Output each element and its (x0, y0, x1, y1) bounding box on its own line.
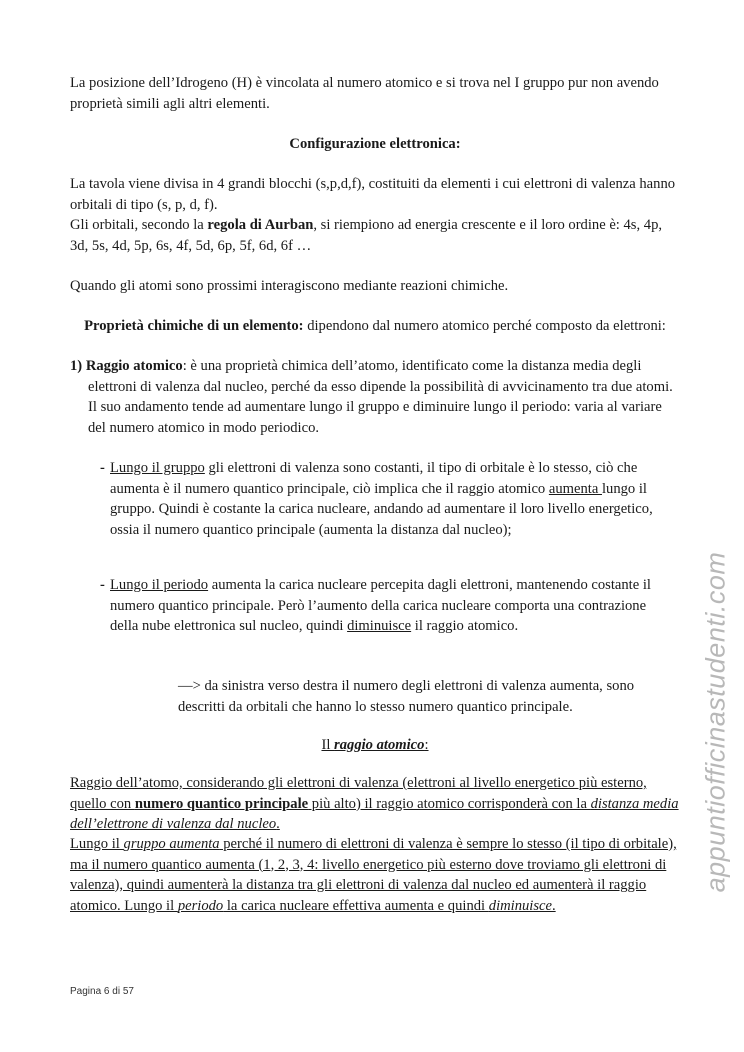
document-page: La posizione dell’Idrogeno (H) è vincolata al numero atomico e si trova nel I gruppo pur non avendo proprietà simili agli altri elementi. Configurazione elettronica: La tavola viene divisa in 4 grandi blocchi (s,p,d,f), costituiti da elementi i cui elettroni di valenza hanno orbitali di tipo (s, p, d, f). Gli orbitali, secondo la regola di Aurban, si riempiono ad energia crescente e il loro ordine è: 4s, 4p, 3d, 5s, 4d, 5p, 6s, 4f, 5d, 6p, 5f, 6d, 6f … Quando gli atomi sono prossimi interagiscono mediante reazioni chimiche. Proprietà chimiche di un elemento: dipendono dal numero atomico perché composto da elettroni: 1) Raggio atomico: è una proprietà chimica dell’atomo, identificato come la distanza media degli elettroni di valenza dal nucleo, perché da esso dipende la possibilità di avvicinamento tra due atomi. Il suo andamento tende ad aumentare lungo il gruppo e diminuire lungo il periodo: varia al variare del numero atomico in modo periodico. - Lungo il gruppo gli elettroni di valenza sono costanti, il tipo di orbitale è lo stesso, ciò che aumenta è il numero quantico principale, ciò implica che il raggio atomico aumenta lungo il gruppo. Quindi è costante la carica nucleare, andando ad aumentare il loro livello energetico, ossia il numero quantico principale (aumenta la distanza dal nucleo); - Lungo il periodo aumenta la carica nucleare percepita dagli elettroni, mantenendo costante il numero quantico principale. Però l’aumento della carica nucleare comporta una contrazione della nube elettronica sul nucleo, quindi diminuisce il raggio atomico. —> da sinistra verso destra il numero degli elettroni di valenza aumenta, sono descritti da orbitali che hanno lo stesso numero quantico principale. Il raggio atomico: Raggio dell’atomo, considerando gli elettroni di valenza (elettroni al livello energetico più esterno, quello con numero quantico principale più alto) il raggio atomico corrisponderà con la distanza media dell’elettrone di valenza dal nucleo. Lungo il gruppo aumenta perché il numero di elettroni di valenza è sempre lo stesso (il tipo di orbitale), ma il numero quantico aumenta (1, 2, 3, 4: livello energetico più esterno dove troviamo gli elettroni di valenza), quindi aumenterà la distanza tra gli elettroni di valenza dal nucleo ed aumenterà il raggio atomico. Lungo il periodo la carica nucleare effettiva aumenta e quindi diminuisce. Pagina 6 di 57 appuntiofficinastudenti.com (70, 75, 731, 997)
bullet-dash: - (100, 577, 105, 593)
paragraph-orbitals: Gli orbitali, secondo la regola di Aurban, si riempiono ad energia crescente e il loro ordine è: 4s, 4p, 3d, 5s, 4d, 5p, 6s, 4f, 5d, 6p, 5f, 6d, 6f … (70, 217, 663, 254)
bullet-along-period: - Lungo il periodo aumenta la carica nucleare percepita dagli elettroni, mantenendo costante il numero quantico principale. Però l’aumento della carica nucleare comporta una contrazione della nube elettronica sul nucleo, quindi diminuisce il raggio atomico. (100, 577, 651, 634)
paragraph-interaction: Quando gli atomi sono prossimi interagiscono mediante reazioni chimiche. (70, 278, 509, 294)
paragraph-blocks: La tavola viene divisa in 4 grandi blocchi (s,p,d,f), costituiti da elementi i cui elettroni di valenza hanno orbitali di tipo (s, p, d, f). (70, 176, 676, 213)
arrow-note: —> da sinistra verso destra il numero degli elettroni di valenza aumenta, sono descritti da orbitali che hanno lo stesso numero quantico principale. (178, 678, 635, 715)
heading-atomic-radius: Il raggio atomico: (321, 737, 429, 753)
list-item-atomic-radius: 1) Raggio atomico: è una proprietà chimica dell’atomo, identificato come la distanza media degli elettroni di valenza dal nucleo, perché da esso dipende la possibilità di avvicinamento tra due atomi. Il suo andamento tende ad aumentare lungo il gruppo e diminuire lungo il periodo: varia al variare del numero atomico in modo periodico. (70, 358, 673, 436)
bullet-along-group: - Lungo il gruppo gli elettroni di valenza sono costanti, il tipo di orbitale è lo stesso, ciò che aumenta è il numero quantico principale, ciò implica che il raggio atomico aumenta lungo il gruppo. Quindi è costante la carica nucleare, andando ad aumentare il loro livello energetico, ossia il numero quantico principale (aumenta la distanza dal nucleo); (100, 460, 653, 538)
page-number: Pagina 6 di 57 (70, 986, 134, 997)
paragraph-chemical-properties: Proprietà chimiche di un elemento: dipendono dal numero atomico perché composto da elettroni: (84, 318, 666, 334)
paragraph-radius-definition: Raggio dell’atomo, considerando gli elettroni di valenza (elettroni al livello energetico più esterno, quello con numero quantico principale più alto) il raggio atomico corrisponderà con la distanza media dell’elettrone di valenza dal nucleo. (70, 775, 679, 832)
heading-electronic-configuration: Configurazione elettronica: (289, 136, 461, 152)
paragraph-radius-trend: Lungo il gruppo aumenta perché il numero di elettroni di valenza è sempre lo stesso (il tipo di orbitale), ma il numero quantico aumenta (1, 2, 3, 4: livello energetico più esterno dove troviamo gli elettroni di valenza), quindi aumenterà la distanza tra gli elettroni di valenza dal nucleo ed aumenterà il raggio atomico. Lungo il periodo la carica nucleare effettiva aumenta e quindi diminuisce. (70, 836, 677, 914)
paragraph-hydrogen: La posizione dell’Idrogeno (H) è vincolata al numero atomico e si trova nel I gruppo pur non avendo proprietà simili agli altri elementi. (70, 75, 659, 112)
bullet-dash: - (100, 460, 105, 476)
